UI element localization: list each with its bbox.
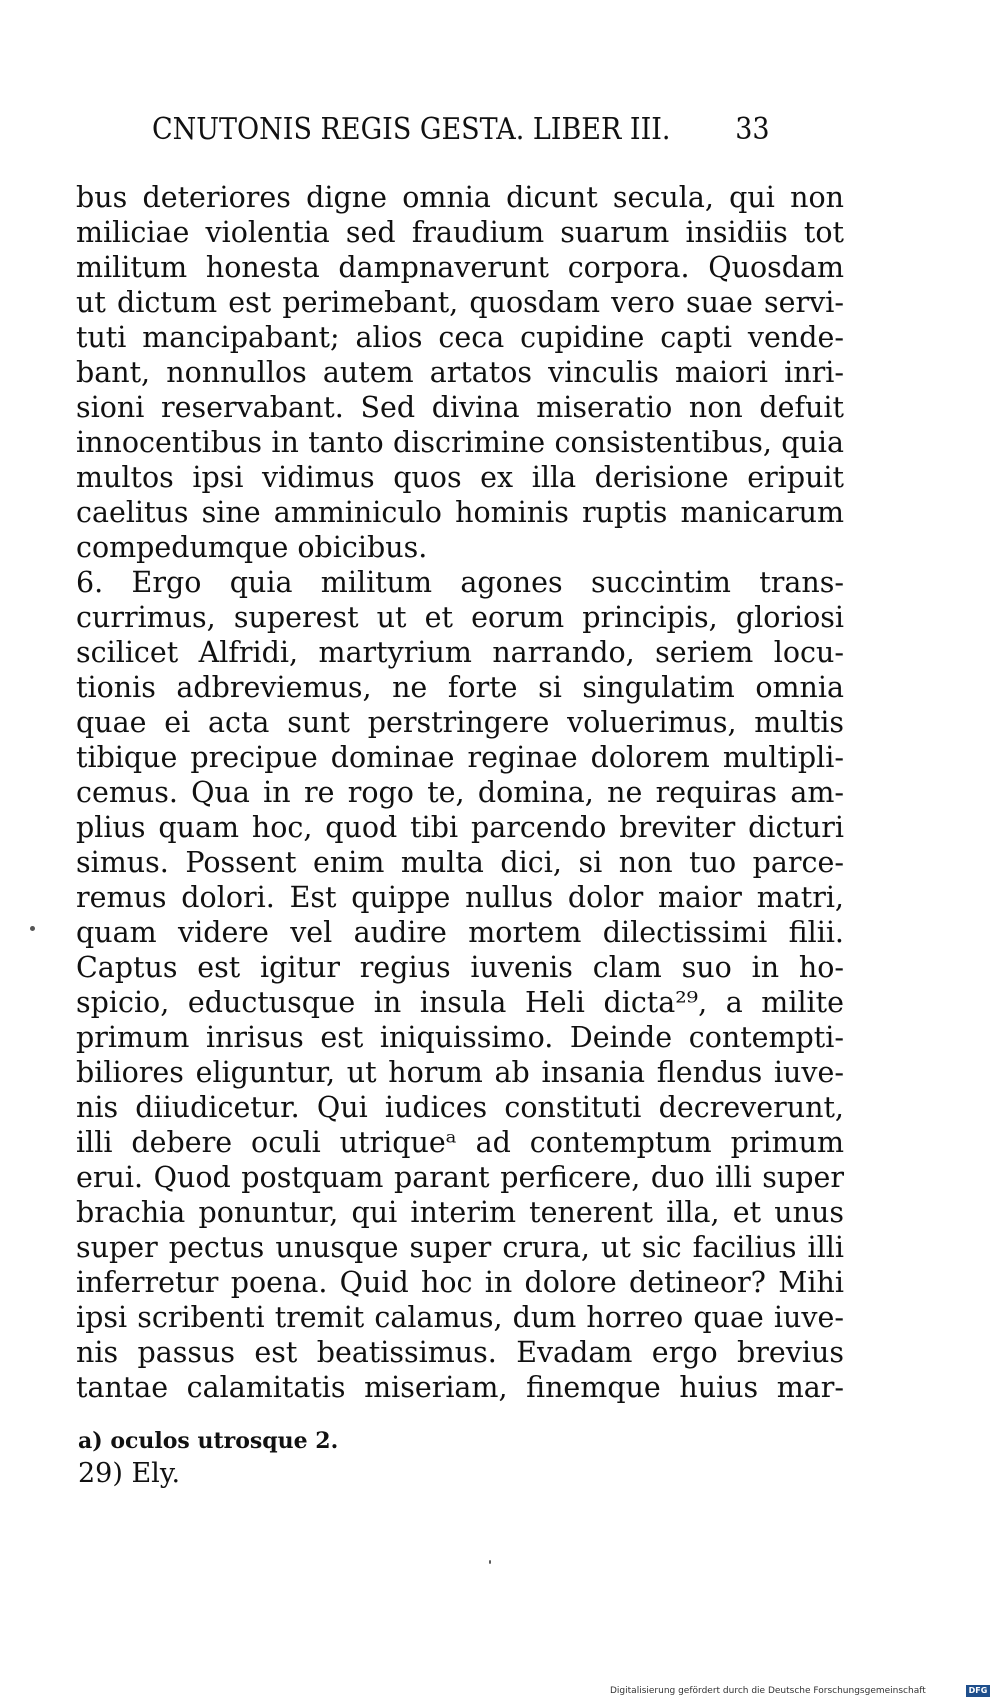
- text-line: nis passus est beatissimus. Evadam ergo brevius: [76, 1336, 844, 1369]
- scan-speck: [30, 926, 35, 931]
- text-line: multos ipsi vidimus quos ex illa derisione eripuit: [76, 461, 844, 494]
- text-line: nis diiudicetur. Qui iudices constituti decreverunt,: [76, 1091, 844, 1124]
- text-line: super pectus unusque super crura, ut sic facilius illi: [76, 1231, 844, 1264]
- dfg-logo: DFG: [966, 1685, 990, 1697]
- text-line: brachia ponuntur, qui interim tenerent illa, et unus: [76, 1196, 844, 1229]
- text-line: innocentibus in tanto discrimine consistentibus, quia: [76, 426, 844, 459]
- text-line: militum honesta dampnaverunt corpora. Quosdam: [76, 251, 844, 284]
- text-line: inferretur poena. Quid hoc in dolore detineor? Mihi: [76, 1266, 844, 1299]
- text-line: ut dictum est perimebant, quosdam vero suae servi-: [76, 286, 844, 319]
- text-line: miliciae violentia sed fraudium suarum insidiis tot: [76, 216, 844, 249]
- text-line: tantae calamitatis miseriam, finemque huius mar-: [76, 1371, 844, 1404]
- running-title: CNUTONIS REGIS GESTA. LIBER III.: [152, 112, 671, 147]
- footnote-a: a) oculos utrosque 2.: [78, 1428, 339, 1454]
- text-line: biliores eliguntur, ut horum ab insania flendus iuve-: [76, 1056, 844, 1089]
- text-line: illi debere oculi utriqueᵃ ad contemptum primum: [76, 1126, 844, 1159]
- running-head: [152, 110, 773, 150]
- text-line: Captus est igitur regius iuvenis clam suo in ho-: [76, 951, 844, 984]
- text-line: cemus. Qua in re rogo te, domina, ne requiras am-: [76, 776, 844, 809]
- text-line: spicio, eductusque in insula Heli dicta²⁹, a milite: [76, 986, 844, 1019]
- footnote-29: 29) Ely.: [78, 1458, 181, 1489]
- text-line: quae ei acta sunt perstringere voluerimus, multis: [76, 706, 844, 739]
- text-line: ipsi scribenti tremit calamus, dum horreo quae iuve-: [76, 1301, 844, 1334]
- text-line: sioni reservabant. Sed divina miseratio non defuit: [76, 391, 844, 424]
- text-line: currimus, superest ut et eorum principis, gloriosi: [76, 601, 844, 634]
- text-line: simus. Possent enim multa dici, si non tuo parce-: [76, 846, 844, 879]
- text-line: bus deteriores digne omnia dicunt secula, qui non: [76, 181, 844, 214]
- text-line: caelitus sine amminiculo hominis ruptis manicarum: [76, 496, 844, 529]
- text-line: plius quam hoc, quod tibi parcendo breviter dicturi: [76, 811, 844, 844]
- text-line: quam videre vel audire mortem dilectissimi filii.: [76, 916, 844, 949]
- footnotes: [78, 1425, 478, 1491]
- text-line: tibique precipue dominae reginae dolorem multipli-: [76, 741, 844, 774]
- digitization-credit: Digitalisierung gefördert durch die Deutsche Forschungsgemeinschaft: [610, 1686, 926, 1696]
- text-line: primum inrisus est iniquissimo. Deinde contempti-: [76, 1021, 844, 1054]
- text-line: bant, nonnullos autem artatos vinculis maiori inri-: [76, 356, 844, 389]
- text-line: compedumque obicibus.: [76, 531, 428, 564]
- text-line: tuti mancipabant; alios ceca cupidine capti vende-: [76, 321, 844, 354]
- scan-speck: [489, 1560, 491, 1564]
- text-line: scilicet Alfridi, martyrium narrando, seriem locu-: [76, 636, 844, 669]
- text-line: erui. Quod postquam parant perficere, duo illi super: [76, 1161, 844, 1194]
- page-number: 33: [735, 112, 770, 147]
- text-line: remus dolori. Est quippe nullus dolor maior matri,: [76, 881, 844, 914]
- text-line: tionis adbreviemus, ne forte si singulatim omnia: [76, 671, 844, 704]
- text-line: 6. Ergo quia militum agones succintim trans-: [76, 566, 844, 599]
- main-text: [76, 180, 844, 1405]
